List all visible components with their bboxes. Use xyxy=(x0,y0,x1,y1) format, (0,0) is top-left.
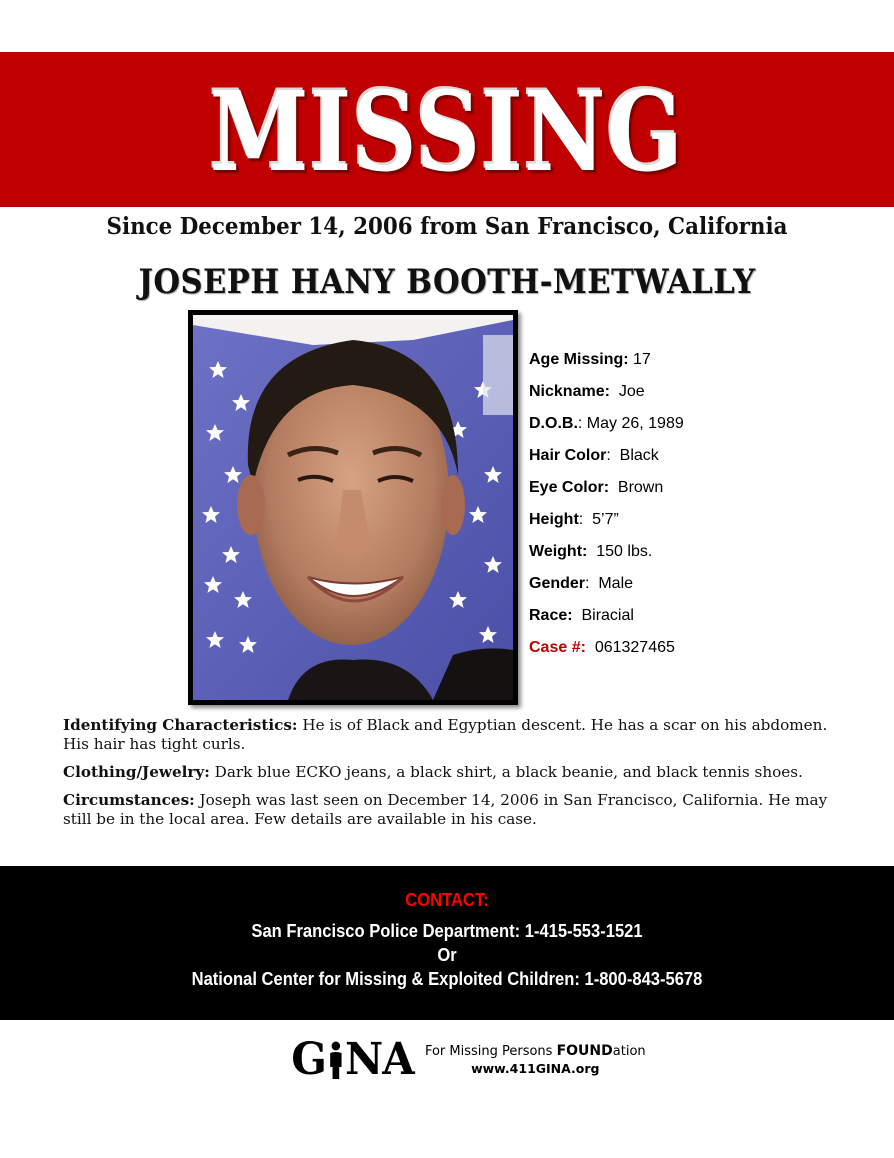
detail-value: 17 xyxy=(628,351,651,368)
desc-label: Circumstances: xyxy=(63,791,195,809)
desc-label: Clothing/Jewelry: xyxy=(63,763,210,781)
detail-label: Weight: xyxy=(529,543,588,560)
missing-since-subtitle: Since December 14, 2006 from San Francisco, California xyxy=(106,213,788,240)
case-descriptions xyxy=(63,716,843,838)
detail-race xyxy=(529,600,869,632)
desc-label: Identifying Characteristics: xyxy=(63,716,298,734)
missing-person-photo-icon xyxy=(193,315,513,700)
gina-tagline xyxy=(425,1043,646,1077)
logo-letters-na: NA xyxy=(344,1034,414,1085)
tagline-found: FOUND xyxy=(556,1043,613,1059)
detail-age-missing xyxy=(529,344,869,376)
detail-hair-color xyxy=(529,440,869,472)
contact-section xyxy=(0,866,894,1020)
person-name: JOSEPH HANY BOOTH-METWALLY xyxy=(138,262,756,302)
desc-text: Joseph was last seen on December 14, 2006 in San Francisco, California. He may still be in the local area. Few details are available in his case. xyxy=(63,791,828,828)
person-photo xyxy=(188,310,518,705)
detail-label: Age Missing: xyxy=(529,351,629,368)
detail-value: Joe xyxy=(609,383,645,400)
desc-text: He is of Black and Egyptian descent. He has a scar on his abdomen. His hair has tight curls. xyxy=(63,716,828,753)
detail-value: Brown xyxy=(609,479,664,496)
detail-label: Nickname: xyxy=(529,383,610,400)
identifying-characteristics xyxy=(63,716,843,754)
detail-value: : May 26, 1989 xyxy=(577,415,684,432)
detail-value: : Male xyxy=(585,575,634,592)
detail-label: D.O.B. xyxy=(529,415,578,432)
banner-title: MISSING xyxy=(209,66,685,196)
contact-police-phone: San Francisco Police Department: 1-415-553-1521 xyxy=(251,921,643,941)
detail-dob xyxy=(529,408,869,440)
gina-logo-mark xyxy=(291,1036,413,1084)
person-details xyxy=(529,344,869,664)
contact-ncmec-phone: National Center for Missing & Exploited Children: 1-800-843-5678 xyxy=(191,969,703,989)
tagline-line xyxy=(425,1043,646,1060)
detail-eye-color xyxy=(529,472,869,504)
tagline-suffix: ation xyxy=(612,1044,646,1059)
detail-label: Height xyxy=(529,511,579,528)
detail-label: Hair Color xyxy=(529,447,607,464)
detail-value: Biracial xyxy=(572,607,634,624)
logo-letter-g: G xyxy=(291,1034,326,1085)
detail-value: 150 lbs. xyxy=(587,543,653,560)
gina-foundation-logo xyxy=(288,1036,646,1084)
contact-or: Or xyxy=(437,945,457,965)
detail-nickname xyxy=(529,376,869,408)
detail-gender xyxy=(529,568,869,600)
missing-banner xyxy=(0,52,894,207)
contact-title: CONTACT: xyxy=(405,890,489,910)
detail-label: Race: xyxy=(529,607,573,624)
tagline-prefix: For Missing Persons xyxy=(424,1044,557,1059)
clothing-jewelry xyxy=(63,763,843,782)
detail-label: Gender xyxy=(529,575,586,592)
detail-height xyxy=(529,504,869,536)
detail-case-number xyxy=(529,632,869,664)
circumstances xyxy=(63,791,843,829)
detail-label: Eye Color: xyxy=(529,479,610,496)
person-figure-icon xyxy=(328,1041,343,1079)
desc-text: Dark blue ECKO jeans, a black shirt, a black beanie, and black tennis shoes. xyxy=(209,763,803,781)
detail-label: Case #: xyxy=(529,639,586,656)
detail-value: : 5’7” xyxy=(578,511,619,528)
gina-website-url: www.411GINA.org xyxy=(471,1061,600,1076)
detail-value: : Black xyxy=(606,447,659,464)
detail-weight xyxy=(529,536,869,568)
detail-value: 061327465 xyxy=(585,639,675,656)
